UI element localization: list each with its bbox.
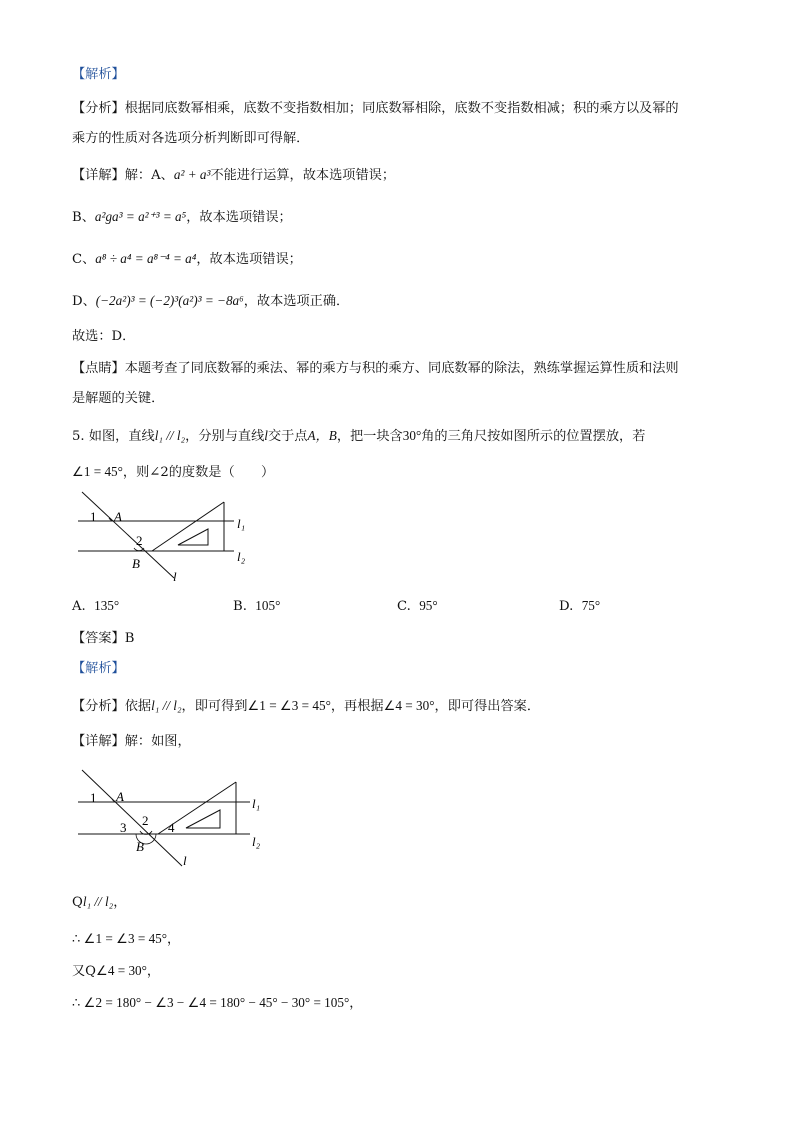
detail-prefix: 【详解】解：A、	[72, 168, 174, 183]
option-b-label: B.	[233, 599, 247, 614]
option-d-label: D.	[559, 599, 574, 614]
label-point-a: A	[116, 789, 124, 804]
comment-line: 【点睛】本题考查了同底数幂的乘法、幂的乘方与积的乘方、同底数幂的除法，熟练掌握运算性质和法则	[72, 361, 679, 376]
choose-line: 故选：D．	[72, 329, 136, 344]
because-symbol: Q	[72, 895, 83, 910]
label-line-l2: l₂	[237, 549, 246, 564]
stem-part: ，则∠2的度数是（ ）	[122, 465, 275, 480]
option-a-label: A.	[72, 599, 86, 614]
option-a-value: 135°	[94, 598, 120, 613]
analysis-math-parallel: l₁ // l₂	[151, 698, 182, 713]
detail-line-q5: 【详解】解：如图，	[72, 734, 191, 749]
label-point-a: A	[114, 509, 122, 524]
step-2-end: ，	[167, 932, 181, 947]
step-3-prefix: 又Q	[72, 964, 96, 979]
stem-part: ，分别与直线	[185, 429, 265, 444]
geometry-figure-2	[72, 766, 272, 870]
label-line-l1: l₁	[252, 796, 261, 811]
step-1-end: ，	[113, 895, 127, 910]
analysis-paragraph	[72, 100, 679, 118]
stem-math-degree: 30°	[402, 428, 422, 443]
step-2	[72, 930, 180, 949]
stem-math-points: A，B	[307, 428, 337, 443]
analysis-math-angle4: ∠4 = 30°	[383, 698, 435, 713]
label-point-b: B	[136, 839, 144, 854]
stem-part: 5. 如图，直线	[72, 429, 155, 444]
analysis-math-angles: ∠1 = ∠3 = 45°	[247, 698, 331, 713]
step-2-math: ∴ ∠1 = ∠3 = 45°	[72, 931, 168, 946]
analysis-paragraph-cont: 乘方的性质对各选项分析判断即可得解．	[72, 131, 310, 146]
math-expression-c: a⁸ ÷ a⁴ = a⁸⁻⁴ = a⁴	[95, 251, 197, 266]
option-d-value: 75°	[581, 598, 601, 613]
label-angle-2: 2	[142, 813, 149, 828]
analysis-part: ，再根据	[330, 699, 384, 714]
step-1-math: l₁ // l₂	[82, 894, 114, 909]
stem-part: 角的三角尺按如图所示的位置摆放，若	[421, 429, 646, 444]
label-point-b: B	[132, 556, 140, 571]
option-c-prefix: C、	[72, 252, 96, 267]
detail-line-d	[72, 292, 349, 311]
option-c-text: ，故本选项错误；	[196, 252, 302, 267]
step-3-end: ，	[146, 964, 161, 979]
label-angle-3: 3	[120, 820, 127, 835]
stem-part: ，把一块含	[336, 429, 403, 444]
option-c-value: 95°	[419, 598, 438, 613]
stem-part: 交于点	[267, 429, 308, 444]
geometry-figure-1	[72, 488, 262, 588]
detail-line-b	[72, 208, 292, 227]
label-line-l: l	[173, 569, 177, 584]
analysis-part: ，即可得到	[181, 699, 248, 714]
label-angle-1: 1	[90, 509, 97, 524]
section-tag-analysis-2: 【解析】	[72, 661, 125, 676]
analysis-line-q5	[72, 697, 540, 716]
label-angle-1: 1	[90, 790, 97, 805]
label-angle-2: 2	[136, 533, 143, 548]
option-b-text: ，故本选项错误；	[186, 210, 292, 225]
question-5-stem-cont	[72, 463, 274, 482]
answer-line: 【答案】B	[72, 631, 135, 646]
section-tag-analysis: 【解析】	[72, 67, 125, 82]
stem-math-angle: ∠1 = 45°	[72, 464, 123, 479]
step-4-math: ∴ ∠2 = 180° − ∠3 − ∠4 = 180° − 45° − 30° = 105°	[72, 995, 350, 1010]
stem-math-parallel: l₁ // l₂	[154, 428, 186, 443]
option-d-text: ，故本选项正确．	[243, 294, 350, 309]
option-b[interactable]	[233, 598, 280, 614]
analysis-text: 【分析】根据同底数幂相乘，底数不变指数相加；同底数幂相除，底数不变指数相减；积的乘方以及幂的	[72, 101, 679, 116]
label-angle-4: 4	[168, 820, 175, 835]
step-3-math: ∠4 = 30°	[96, 963, 147, 978]
math-expression-d: (−2a²)³ = (−2)³(a²)³ = −8a⁶	[95, 293, 244, 308]
detail-a-text: 不能进行运算，故本选项错误；	[210, 168, 396, 183]
math-expression-b: a²ga³ = a²⁺³ = a⁵	[94, 209, 187, 224]
label-line-l2: l₂	[252, 834, 261, 849]
step-4	[72, 994, 362, 1013]
option-c[interactable]	[397, 598, 438, 614]
option-a[interactable]	[72, 598, 119, 614]
option-b-prefix: B、	[72, 210, 95, 225]
label-line-l1: l₁	[237, 516, 246, 531]
option-d[interactable]	[559, 598, 600, 614]
stem-math-line: l	[264, 428, 268, 443]
option-b-value: 105°	[255, 598, 281, 613]
math-expression-a: a² + a³	[173, 167, 211, 182]
analysis-part: 【分析】依据	[72, 699, 152, 714]
step-3	[72, 962, 160, 981]
detail-line-c	[72, 250, 302, 269]
step-4-end: ，	[349, 996, 363, 1011]
option-d-prefix: D、	[72, 294, 96, 309]
question-5-stem	[72, 427, 645, 446]
step-1	[72, 893, 126, 912]
comment-line-cont: 是解题的关键．	[72, 391, 165, 406]
option-c-label: C.	[397, 599, 411, 614]
label-line-l: l	[183, 853, 187, 868]
detail-line-a	[72, 166, 395, 185]
analysis-part: ，即可得出答案．	[434, 699, 541, 714]
